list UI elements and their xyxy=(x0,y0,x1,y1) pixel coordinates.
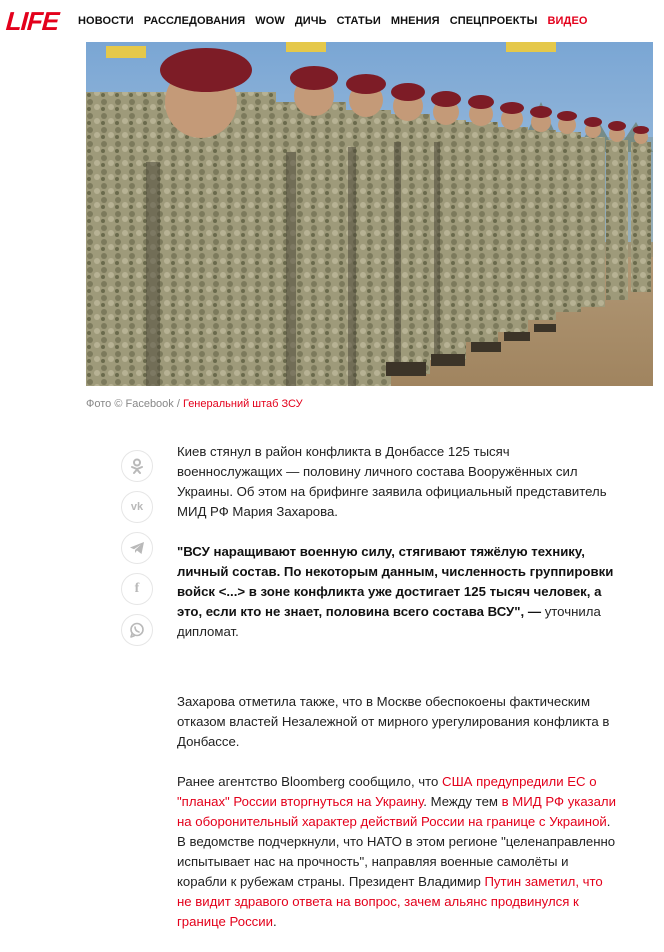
odnoklassniki-icon xyxy=(130,458,144,474)
facebook-icon: f xyxy=(134,581,140,596)
quote-attribution: уточнила дипломат. xyxy=(177,604,601,639)
telegram-icon xyxy=(129,541,145,555)
caption-source-link[interactable]: Генеральний штаб ЗСУ xyxy=(182,398,303,410)
nav-item-articles[interactable]: СТАТЬИ xyxy=(336,15,381,27)
nav-item-dich[interactable]: ДИЧЬ xyxy=(294,15,327,27)
share-odnoklassniki-button[interactable] xyxy=(121,450,153,482)
nav-item-wow[interactable]: WOW xyxy=(255,15,285,27)
article-link-usa-warned-eu[interactable]: США предупредили ЕС о "планах" России вторгнуться на Украину xyxy=(177,774,597,809)
article-paragraph: Киев стянул в район конфликта в Донбассе 125 тысяч военнослужащих — половину личного состава Вооружённых сил Украины. Об этом на брифинге заявила официальный представитель МИД РФ Мария Захарова. xyxy=(177,444,607,519)
text-run: Ранее агентство Bloomberg сообщило, что xyxy=(177,774,443,789)
share-whatsapp-button[interactable] xyxy=(121,614,153,646)
text-run: . В ведомстве подчеркнули, что НАТО в этом регионе "целенаправленно испытывает нас на прочность", направляя военные самолёты и корабли к рубежам страны. Президент Владимир xyxy=(177,814,616,889)
nav-item-news[interactable]: НОВОСТИ xyxy=(78,15,134,27)
nav-item-video[interactable]: ВИДЕО xyxy=(547,15,588,27)
text-run: . xyxy=(273,914,277,929)
article-quote xyxy=(177,542,617,642)
nav-item-investigations[interactable]: РАССЛЕДОВАНИЯ xyxy=(143,15,246,27)
whatsapp-icon xyxy=(129,622,145,638)
article-photo xyxy=(86,42,653,386)
share-vk-button[interactable] xyxy=(121,491,153,523)
caption-prefix: Фото © Facebook / xyxy=(86,398,183,410)
nav-item-opinions[interactable]: МНЕНИЯ xyxy=(390,15,440,27)
site-header xyxy=(0,0,664,42)
main-nav xyxy=(78,14,598,28)
article-link-putin-nato[interactable]: Путин заметил, что не видит здравого ответа на вопрос, зачем альянс продвинулся к границе России xyxy=(177,874,603,929)
article-body xyxy=(177,442,617,952)
share-facebook-button[interactable] xyxy=(121,573,153,605)
share-rail xyxy=(121,450,155,655)
nav-item-specprojects[interactable]: СПЕЦПРОЕКТЫ xyxy=(449,15,538,27)
text-run: . Между тем xyxy=(423,794,502,809)
article-paragraph: Захарова отметила также, что в Москве обеспокоены фактическим отказом властей Незалежной от мирного урегулирования конфликта в Донбассе. xyxy=(177,694,610,749)
life-logo[interactable]: LIFE xyxy=(4,6,60,36)
article-link-mfa-defensive[interactable]: в МИД РФ указали на оборонительный характер действий России на границе с Украиной xyxy=(177,794,616,829)
quote-text: "ВСУ наращивают военную силу, стягивают тяжёлую технику, личный состав. По некоторым данным, численность группировки войск <...> в зоне конфликта уже достигает 125 тысяч человек, а это, если кто не знает, половина всего состава ВСУ", — xyxy=(177,544,614,619)
vk-icon: vk xyxy=(130,501,144,513)
share-telegram-button[interactable] xyxy=(121,532,153,564)
article-paragraph xyxy=(177,772,617,932)
photo-caption xyxy=(86,397,303,411)
